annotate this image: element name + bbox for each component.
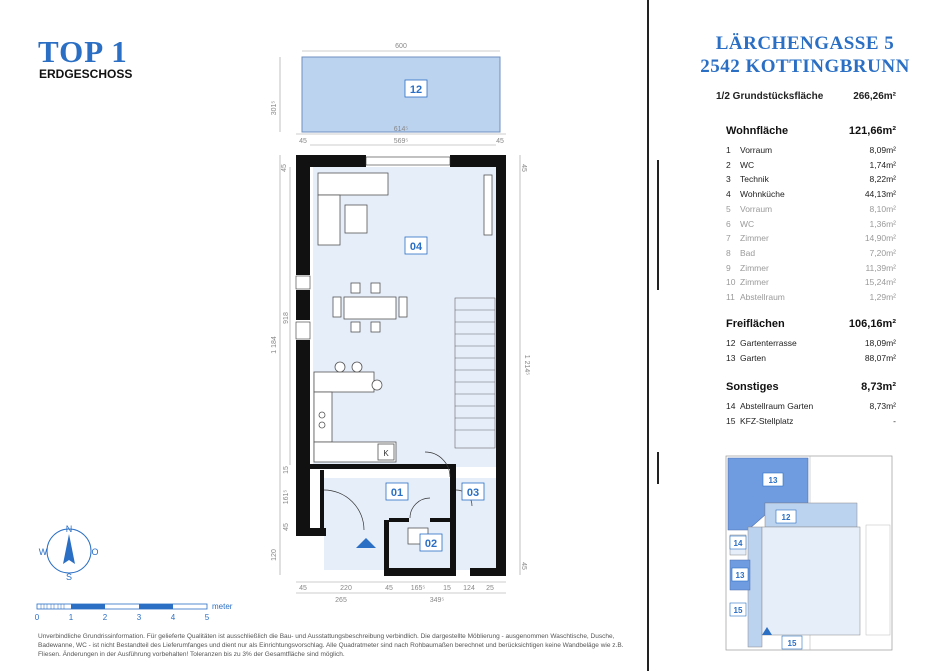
room-area: 1,74m² — [869, 159, 896, 170]
compass-n: N — [65, 524, 73, 534]
room-number: 7 — [726, 233, 731, 244]
outdoor-heading: Freiflächen — [726, 318, 785, 330]
dim-left-161: 161⁵ — [283, 489, 290, 505]
room-name: WC — [740, 159, 755, 170]
room-area: 8,10m² — [869, 203, 896, 214]
terrace-area — [302, 57, 500, 132]
room-area: 7,20m² — [869, 247, 896, 258]
scale-unit: meter — [212, 602, 233, 611]
dim-right-1214: 1 214⁵ — [523, 354, 530, 376]
room-number: 11 — [726, 292, 735, 302]
room-name: Zimmer — [740, 262, 769, 273]
compass-o: O — [91, 547, 99, 557]
kitchen-tag: K — [383, 449, 389, 458]
room-tag-04: 04 — [409, 241, 423, 253]
dim-left-1184: 1 184 — [271, 336, 278, 354]
room-name: Zimmer — [740, 277, 769, 288]
room-name: Zimmer — [740, 233, 769, 244]
room-name: Gartenterrasse — [740, 338, 797, 348]
dim-bottom-165: 165⁵ — [410, 585, 426, 592]
dim-left-120: 120 — [271, 549, 278, 561]
living-heading: Wohnfläche — [726, 125, 789, 137]
outdoor-heading-row — [726, 318, 896, 330]
room-tag-12: 12 — [409, 84, 423, 96]
room-area: - — [893, 415, 896, 426]
room-area: 88,07m² — [864, 352, 896, 363]
room-area: 15,24m² — [864, 277, 896, 288]
room-name: Abstellraum — [740, 292, 785, 302]
dim-right-45-top: 45 — [520, 164, 527, 172]
plot-area-label: 1/2 Grundstücksfläche — [716, 91, 824, 102]
scale-tick-4: 4 — [170, 613, 176, 622]
key-tag-13-side: 13 — [735, 571, 745, 580]
scale-tick-0: 0 — [34, 613, 40, 622]
room-tag-03: 03 — [466, 487, 480, 499]
key-tag-13-top: 13 — [768, 476, 778, 485]
floor-label: ERDGESCHOSS — [39, 67, 133, 81]
room-number: 10 — [726, 277, 736, 288]
address-line-2: 2542 KOTTINGBRUNN — [700, 56, 910, 77]
page-title: TOP 1 — [38, 34, 128, 69]
room-name: Wohnküche — [740, 189, 785, 200]
floor-plan — [260, 40, 550, 615]
room-name: WC — [740, 218, 755, 229]
room-name: Technik — [740, 174, 769, 185]
dim-inner-614: 614⁵ — [393, 126, 409, 133]
dim-right-45b: 45 — [520, 562, 527, 570]
dim-left-45-top: 45 — [281, 164, 288, 172]
room-number: 1 — [726, 145, 731, 155]
dim-bottom-25: 25 — [486, 585, 494, 592]
dim-bottom-124: 124 — [463, 585, 475, 592]
scale-tick-3: 3 — [136, 613, 142, 622]
room-number: 8 — [726, 247, 731, 258]
room-area: 8,22m² — [869, 174, 896, 185]
room-area: 44,13m² — [864, 189, 896, 200]
plot-area-value: 266,26m² — [853, 91, 896, 102]
other-heading: Sonstiges — [726, 381, 779, 393]
page-divider — [647, 0, 649, 671]
room-number: 14 — [726, 401, 736, 411]
dim-wall-left: 45 — [299, 138, 307, 145]
room-name: Garten — [740, 352, 766, 363]
room-name: Vorraum — [740, 145, 773, 155]
room-number: 15 — [726, 415, 736, 426]
room-number: 3 — [726, 174, 731, 185]
other-heading-row — [726, 381, 896, 393]
compass-icon — [36, 522, 102, 584]
room-area: 8,09m² — [869, 145, 896, 155]
compass-w: W — [38, 547, 48, 557]
room-area: 1,29m² — [869, 292, 896, 302]
disclaimer: Unverbindliche Grundrissinformation. Für gelieferte Qualitäten ist ausschließlich die Bau- und Ausstattungsbeschreibung verbindlich. Die dargestellte Möblierung - ausgenommen Waschtische, Dusche, Badewanne, WC - ist nicht Bestandteil des Lieferumfanges und dient nur als Einrichtungsvorschlag. Alle Quadratmeter sind nach Rohbaumaßen berechnet und berücksichtigen keine Wandbeläge wie z.B. Fliesen. Änderungen in der Ausführung vorbehalten! Toleranzen bis zu 3% der Gesamtfläche sind möglich. — [38, 633, 624, 658]
room-number: 4 — [726, 189, 731, 200]
key-tag-12: 12 — [781, 513, 791, 522]
scale-tick-1: 1 — [68, 613, 74, 622]
room-number: 12 — [726, 338, 736, 348]
dim-left-15: 15 — [283, 466, 290, 474]
room-number: 6 — [726, 218, 731, 229]
room-number: 5 — [726, 203, 731, 214]
room-number: 13 — [726, 352, 736, 363]
scale-tick-2: 2 — [102, 613, 108, 622]
dim-bottom-15: 15 — [443, 585, 451, 592]
other-total: 8,73m² — [861, 381, 896, 393]
plot-area-row — [716, 91, 896, 102]
key-plan — [722, 453, 894, 653]
dim-wall-right: 45 — [496, 138, 504, 145]
dim-total-265: 265 — [335, 597, 347, 604]
dim-inner-569: 569⁵ — [393, 138, 409, 145]
key-tag-15-bottom: 15 — [787, 639, 797, 648]
dim-terrace-depth: 301⁵ — [271, 100, 278, 116]
room-area: 8,73m² — [869, 401, 896, 411]
room-name: KFZ-Stellplatz — [740, 415, 794, 426]
room-area: 1,36m² — [869, 218, 896, 229]
room-area: 14,90m² — [864, 233, 896, 244]
scale-bar — [34, 598, 244, 624]
dim-bottom-45a: 45 — [299, 585, 307, 592]
room-tag-02: 02 — [424, 538, 438, 550]
scale-tick-5: 5 — [204, 613, 210, 622]
dim-total-349: 349⁵ — [429, 597, 445, 604]
decor-line-upper — [657, 160, 659, 290]
dim-bottom-45b: 45 — [385, 585, 393, 592]
room-name: Bad — [740, 247, 756, 258]
decor-line-lower — [657, 452, 659, 484]
living-total: 121,66m² — [848, 125, 896, 137]
room-number: 2 — [726, 159, 731, 170]
key-tag-14: 14 — [733, 539, 743, 548]
key-tag-15-left: 15 — [733, 606, 743, 615]
room-area: 11,39m² — [865, 262, 896, 273]
room-area: 18,09m² — [864, 338, 896, 348]
address-line-1: LÄRCHENGASSE 5 — [715, 33, 895, 54]
dim-bottom-220: 220 — [340, 585, 352, 592]
room-name: Abstellraum Garten — [740, 401, 814, 411]
room-number: 9 — [726, 262, 731, 273]
outdoor-total: 106,16m² — [848, 318, 896, 330]
living-heading-row — [726, 125, 896, 137]
compass-s: S — [65, 572, 73, 582]
dim-left-45b: 45 — [283, 523, 290, 531]
room-name: Vorraum — [740, 203, 773, 214]
room-tag-01: 01 — [390, 487, 404, 499]
dim-top-width: 600 — [395, 43, 407, 50]
dim-left-918: 918 — [283, 312, 290, 324]
